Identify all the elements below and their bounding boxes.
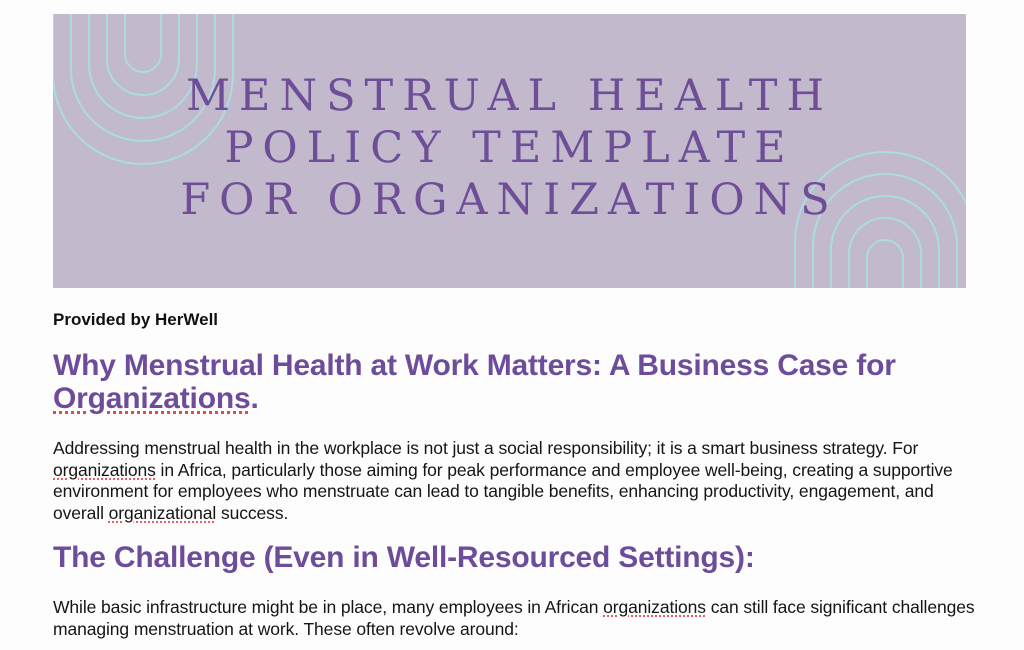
title-line-1: MENSTRUAL HEALTH — [186, 71, 833, 121]
header-banner — [53, 14, 966, 288]
section-heading-business-case[interactable]: Why Menstrual Health at Work Matters: A Business Case for Organizations. — [53, 349, 896, 415]
business-case-paragraph[interactable]: Addressing menstrual health in the workplace is not just a social responsibility; it is a smart business strategy. For organizations in Africa, particularly those aiming for peak performance and employee well-being, creating a supportive environment for employees who menstruate can lead to tangible benefits, enhancing productivity, engagement, and overall organizational success. — [53, 438, 953, 523]
document-title — [53, 70, 966, 226]
title-line-3: FOR ORGANIZATIONS — [180, 175, 839, 225]
title-line-2: POLICY TEMPLATE — [224, 123, 795, 173]
challenge-paragraph[interactable]: While basic infrastructure might be in place, many employees in African organizations can still face significant challenges managing menstruation at work. These often revolve around: — [53, 597, 975, 639]
section-heading-challenge[interactable]: The Challenge (Even in Well-Resourced Settings): — [53, 541, 755, 574]
provided-by-label: Provided by HerWell — [53, 310, 219, 329]
